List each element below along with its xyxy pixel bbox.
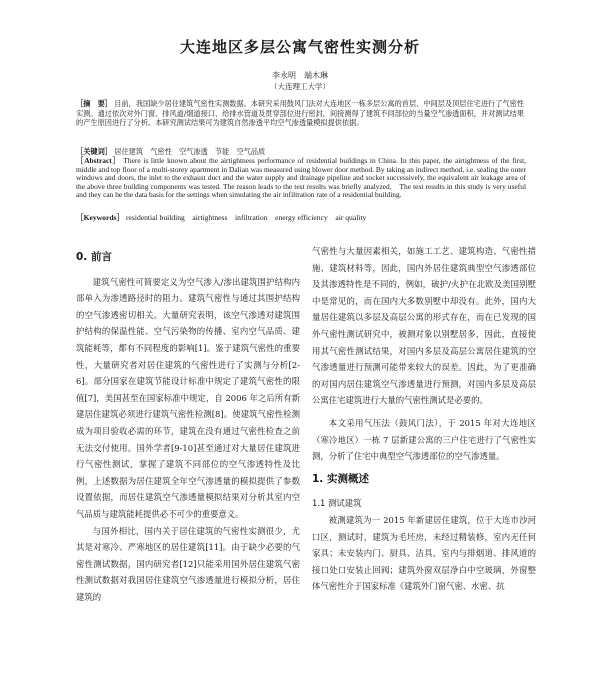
intro-paragraph-continued: 气密性与大量因素相关，如施工工艺、建筑构造、气密性措施、建筑材料等，因此，国内外居住建筑典型空气渗透部位及其渗透特性是不同的，例如，破护/火护在北欧及美国别墅中是常见的，而在国内大多数别墅中却没有。此外，国内大量居住建筑以多层及高层公寓的形式存在，而在已发现的国外气密性测试研究中，被测对象以别墅居多，因此，直接使用其气密性测试结果，对国内多层及高层公寓居住建筑的空气渗透量进行预测可能带来较大的误差。因此，为了更准确的对国内居住建筑空气渗透量进行预测，对国内多层及高层公寓住宅建筑进行大量的气密性测试是必要的。: [312, 246, 536, 406]
abstract-cn: [76, 99, 526, 128]
keywords-cn-label: ［关键词］: [76, 147, 112, 156]
keywords-cn-text: 居住建筑 气密性 空气渗透 节能 空气品质: [114, 147, 266, 156]
abstract-cn-label: ［摘 要］: [76, 99, 112, 108]
intro-paragraph-3: 本文采用气压法（鼓风门法），于 2015 年对大连地区（寒冷地区）一栋 7 层新建公寓的三户住宅进行了气密性实测，分析了住宅中典型空气渗透部位的空气渗透量。: [312, 417, 536, 462]
section-heading-introduction: 0. 前言: [76, 251, 112, 263]
keywords-en: [76, 213, 526, 223]
abstract-en-label: ［Abstract］: [76, 156, 121, 165]
body-column-right: [312, 243, 536, 595]
paper-authors: 李永明 端木琳: [272, 71, 328, 80]
intro-paragraph-2: 与国外相比，国内关于居住建筑的气密性实测很少，尤其是对寒冷、严寒地区的居住建筑[11]。由于缺少必要的气密性测试数据，国内研究者[12]只能采用国外居住建筑气密性测试数据对我国居住建筑空气渗透量进行模拟分析，居住建筑的: [76, 525, 300, 602]
body-column-left: [76, 243, 300, 605]
keywords-en-label: ［Keywords］: [76, 213, 125, 222]
paper-affiliation: （大连理工大学）: [270, 82, 330, 91]
keywords-en-text: residential building airtightness infiltration energy efficiency air quality: [126, 213, 367, 222]
subsection-heading-test-building: 1.1 测试建筑: [312, 498, 362, 509]
abstract-en: [76, 157, 526, 200]
intro-paragraph-1: 建筑气密性可简要定义为空气渗入/渗出建筑围护结构内部单入为渗透路径时的阻力。建筑气密性与通过其围护结构的空气渗透密切相关。大量研究表明，该空气渗透对建筑围护结构的保温性能、空气污染物的传播、室内空气品质、建筑能耗等，都有不同程度的影响[1]。鉴于建筑气密性的重要性，大量研究者对居住建筑的气密性进行了实测与分析[2-6]。部分国家在建筑节能设计标准中规定了建筑气密性的限值[7]，美国甚至在国家标准中规定，自 2006 年之后所有新建居住建筑必须进行建筑气密性检测[8]。使建筑气密性检测成为项目验收必需的环节，建筑在没有通过气密性检查之前无法交付使用。国外学者[9-10]甚至通过对大量居住建筑进行气密性测试，掌握了建筑不同部位的空气渗透特性及比例，上述数据为居住建筑全年空气渗透量的模拟提供了参数设置依据，而居住建筑空气渗透量模拟结果对分析其室内空气品质与建筑能耗提供必不可少的重要意义。: [76, 276, 300, 519]
section-heading-overview: 1. 实测概述: [312, 472, 369, 485]
abstract-en-text: There is little known about the airtightness performance of residential buildings in China. In this paper, the airtightness of the first, middle and top floor of a multi-storey apartment in Dalian was measured using blower door method. By taking an indirect method, i.e. sealing the outer windows and doors, the inlet to the exhaust duct and the water supply and drainage pipeline and socket successively, the equivalent air leakage area of the above three building components was tested. The reason leads to the test results was briefly analyzed. The test results in this study is very useful and they can be the data basis for the settings when simulating the air infiltration rate of a residential building.: [76, 156, 526, 200]
test-building-paragraph: 被测建筑为一 2015 年新建居住建筑，位于大连市沙河口区，测试时，建筑为毛坯房，未经过精装修，室内无任何家具；未安装内门、厨具、洁具，室内与排烟道、排风道的接口处口安装止回阀；建筑外窗双层净白中空玻璃，外窗整体气密性介于国家标准《建筑外门窗气密、水密、抗: [312, 514, 536, 592]
paper-title: 大连地区多层公寓气密性实测分析: [179, 38, 420, 56]
abstract-cn-text: 目前，我国缺少居住建筑气密性实测数据。本研究采用鼓风门法对大连地区一栋多层公寓的首层、中间层及顶层住宅进行了气密性实测。通过依次对外门窗、排风道/烟道接口、给排水管道及贯穿部位进行密封，间接测得了建筑不同部位的当量空气渗透面积，并对测试结果的产生原因进行了分析。本研究测试结果可为建筑自然渗透平均空气渗透量模拟提供依据。: [76, 99, 525, 128]
